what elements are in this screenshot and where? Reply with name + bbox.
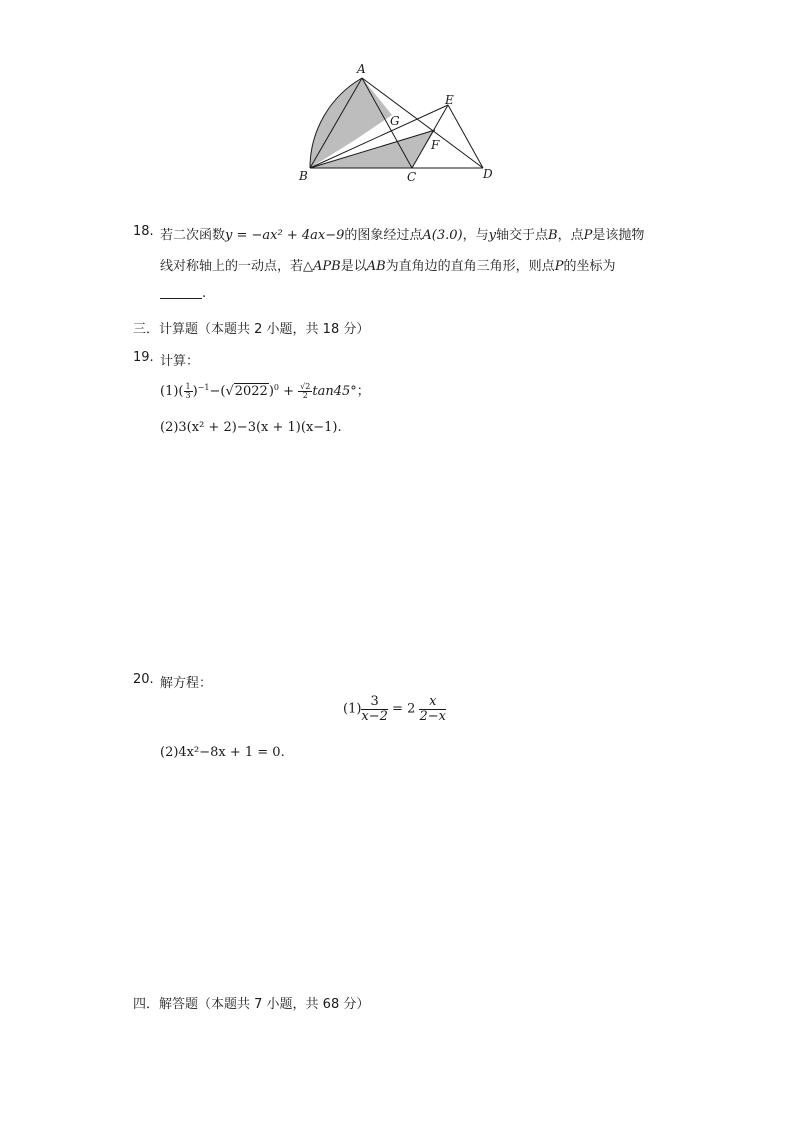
- q19-p1-plus: +: [279, 384, 299, 399]
- q19-p1-paren: (: [178, 384, 184, 399]
- q18-answer-line: [160, 286, 206, 301]
- label-a: A: [357, 62, 366, 76]
- q18-b: B: [548, 228, 558, 243]
- q20-part1: [343, 695, 446, 723]
- label-b: B: [299, 169, 308, 183]
- q18-p: P: [583, 228, 593, 243]
- segment-ed: [448, 105, 483, 168]
- fraction-denominator: 3: [185, 391, 191, 400]
- q20-p1-fraction2: [419, 695, 446, 723]
- q19-title: 计算：: [160, 354, 200, 369]
- q19-p1-mid: −(: [209, 384, 226, 399]
- label-f: F: [431, 138, 440, 152]
- q19-p1-mid2: ): [268, 384, 274, 399]
- q20-p1-fraction1: [361, 695, 388, 723]
- q20-p1-mid: = 2: [387, 701, 420, 717]
- sqrt-value: 2: [305, 381, 311, 391]
- answer-blank: [160, 286, 202, 299]
- fraction-denominator: 2: [302, 391, 308, 400]
- q19-p1-end: ；: [356, 384, 370, 399]
- q18-y: y: [488, 228, 496, 243]
- fraction-numerator: x: [419, 695, 446, 710]
- q19-number: 19.: [133, 350, 154, 365]
- fraction-numerator: 1: [185, 381, 191, 391]
- q18-text: 线对称轴上的一动点，若: [160, 259, 304, 274]
- q18-text: 是以: [340, 259, 367, 274]
- q18-equation: y = −ax² + 4ax−9: [225, 228, 345, 243]
- q18-line1: [160, 224, 644, 243]
- q18-text: 的坐标为: [563, 259, 616, 274]
- section4-title: 四．解答题（本题共 7 小题，共 68 分）: [133, 997, 370, 1012]
- q18-text: ，与: [462, 228, 489, 243]
- q18-text: ，点: [557, 228, 584, 243]
- geometry-figure: [295, 60, 505, 188]
- q20-number: 20.: [133, 672, 154, 687]
- q20-p1-label: (1): [343, 701, 362, 717]
- q19-part2: (2)3(x² + 2)−3(x + 1)(x−1).: [160, 420, 342, 435]
- q20-title: 解方程：: [160, 676, 213, 691]
- q18-number: 18.: [133, 224, 154, 239]
- q18-text: 的图象经过点: [344, 228, 423, 243]
- q18-text: 是该抛物: [592, 228, 645, 243]
- q18-point-a: A(3.0): [422, 228, 463, 243]
- label-g: G: [390, 114, 400, 128]
- q19-p1-label: (1): [160, 384, 179, 399]
- label-e: E: [445, 93, 454, 107]
- fraction-denominator: 2−x: [419, 708, 446, 724]
- q18-triangle: △APB: [303, 259, 341, 274]
- q19-p1-paren: ): [192, 384, 198, 399]
- label-d: D: [483, 167, 493, 181]
- q19-p1-fraction: [184, 383, 193, 401]
- q20-part2: (2)4x²−8x + 1 = 0.: [160, 745, 285, 760]
- sqrt-sign: √: [225, 384, 234, 399]
- fraction-denominator: x−2: [361, 708, 388, 724]
- q18-p2: P: [554, 259, 564, 274]
- q18-end: .: [202, 286, 207, 301]
- q18-text: 若二次函数: [160, 228, 226, 243]
- q19-p1-exponent: −1: [197, 383, 210, 392]
- q19-p1-sqrt: 2022: [234, 384, 268, 399]
- q19-p1-sqrt2-fraction: [298, 383, 312, 401]
- fraction-numerator: √2: [300, 381, 311, 391]
- label-c: C: [407, 170, 417, 184]
- fraction-numerator: 3: [361, 695, 388, 710]
- section3-title: 三．计算题（本题共 2 小题，共 18 分）: [133, 322, 370, 337]
- q18-text: 为直角边的直角三角形，则点: [385, 259, 555, 274]
- q18-text: 轴交于点: [496, 228, 549, 243]
- q19-p1-tan: tan45°: [312, 384, 357, 399]
- q19-p1-exponent0: 0: [273, 383, 279, 392]
- q18-ab: AB: [366, 259, 386, 274]
- q18-line2: [160, 255, 615, 274]
- q19-part1: [160, 380, 370, 400]
